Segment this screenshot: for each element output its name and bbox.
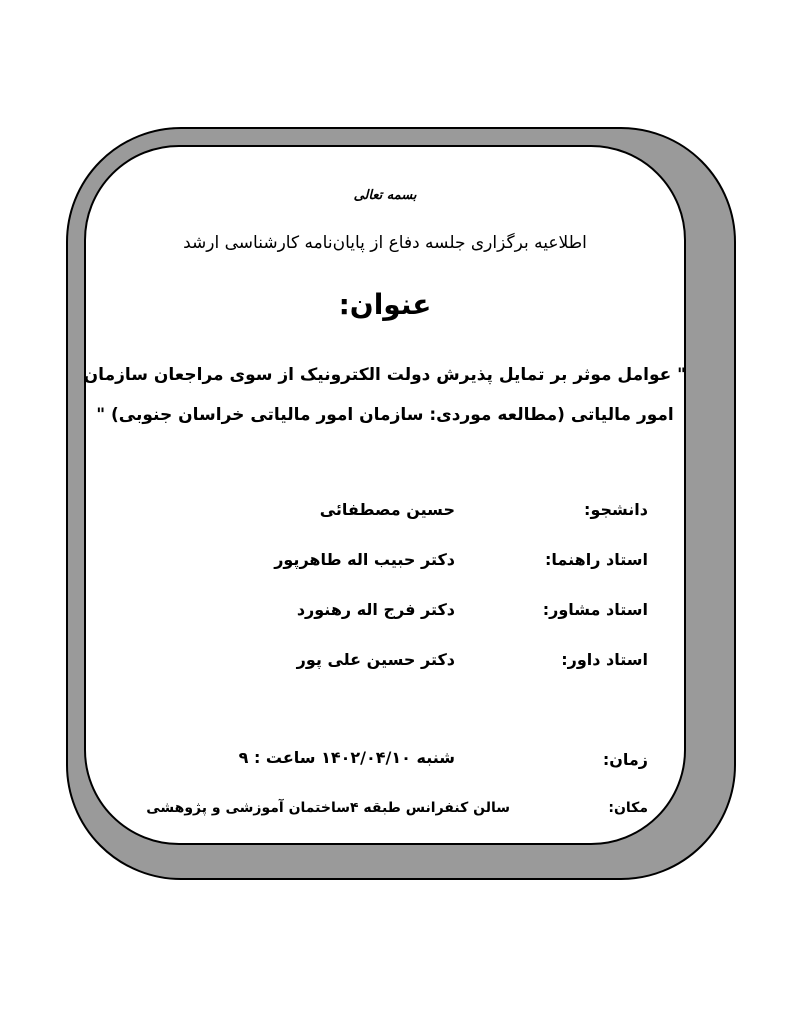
thesis-title <box>84 355 686 435</box>
time-label: زمان: <box>602 750 648 769</box>
supervisor-label: استاد راهنما: <box>545 550 648 569</box>
thesis-title-line-2: امور مالیاتی (مطالعه موردی: سازمان امور مالیاتی خراسان جنوبی) " <box>96 405 674 425</box>
place-label: مکان: <box>608 800 648 816</box>
advisor-label: استاد مشاور: <box>542 600 648 619</box>
supervisor-name: دکتر حبیب اله طاهرپور <box>274 550 455 569</box>
thesis-title-line-1: " عوامل موثر بر تمایل پذیرش دولت الکترونیک از سوی مراجعان سازمان <box>83 365 686 385</box>
basmala: بسمه تعالی <box>353 188 417 203</box>
advisor-name: دکتر فرج اله رهنورد <box>296 600 455 619</box>
examiner-label: استاد داور: <box>561 650 648 669</box>
place-value: سالن کنفرانس طبقه ۴ساختمان آموزشی و پژوهشی <box>146 800 510 816</box>
examiner-name: دکتر حسین علی پور <box>296 650 455 669</box>
time-value: شنبه ۱۴۰۲/۰۴/۱۰ ساعت : ۹ <box>238 748 455 767</box>
defense-notice-title: اطلاعیه برگزاری جلسه دفاع از پایان‌نامه کارشناسی ارشد <box>183 233 587 253</box>
title-heading: عنوان: <box>338 288 432 321</box>
student-label: دانشجو: <box>584 500 648 519</box>
student-name: حسین مصطفائی <box>319 500 455 519</box>
